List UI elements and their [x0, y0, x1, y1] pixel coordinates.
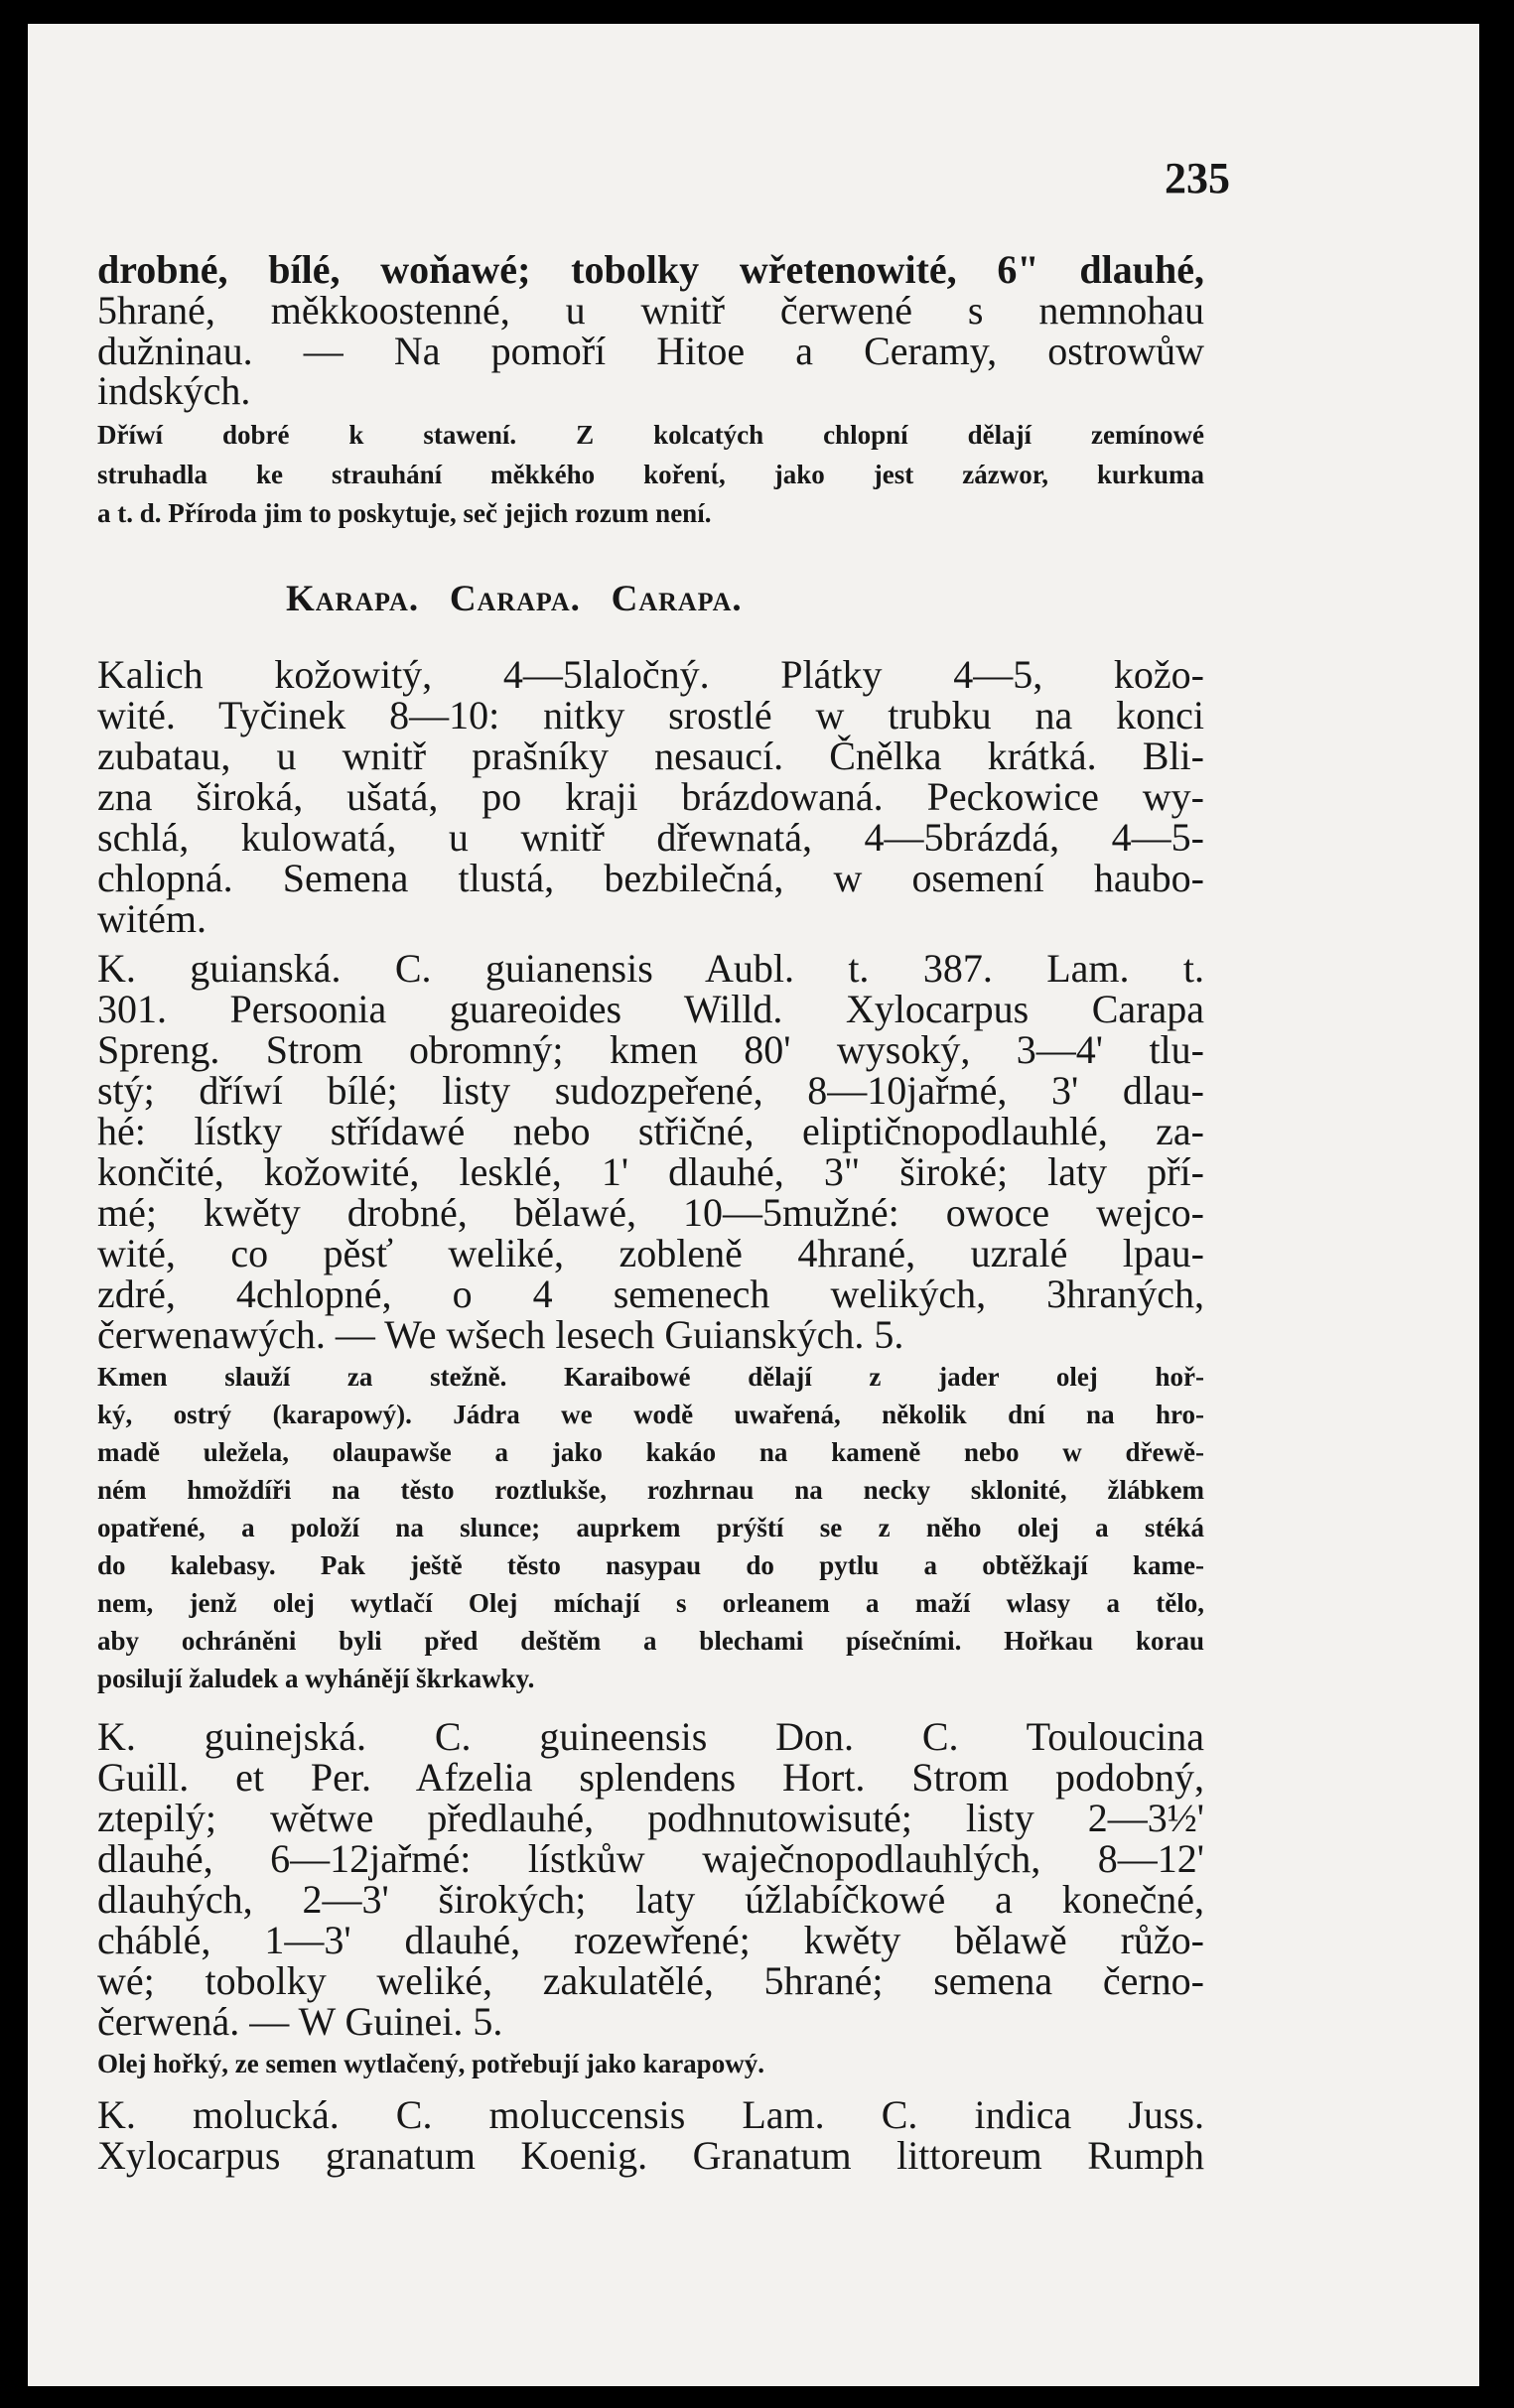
book-page [28, 24, 1479, 2386]
text-line: čerwenawých. — We wšech lesech Guianských. 5. [97, 1312, 904, 1357]
text-line: 5hrané, měkkoostenné, u wnitř čerwené s nemnohau [97, 288, 1204, 333]
text-line: ztepilý; wětwe předlauhé, podhnutowisuté; listy 2—3½' [97, 1796, 1204, 1840]
text-line: chlopná. Semena tlustá, bezbilečná, w osemení haubo- [97, 856, 1204, 900]
text-line: schlá, kulowatá, u wnitř dřewnatá, 4—5brázdá, 4—5- [97, 815, 1204, 860]
text-line: madě uležela, olaupawše a jako kakáo na kameně nebo w dřewě- [97, 1437, 1204, 1467]
text-line: zna široká, ušatá, po kraji brázdowaná. Peckowice wy- [97, 774, 1204, 819]
text-line: mé; kwěty drobné, bělawé, 10—5mužné: owoce wejco- [97, 1190, 1204, 1235]
text-line: struhadla ke strauhání měkkého kořenί, jako jest zázwor, kurkuma [97, 460, 1204, 489]
text-line: drobné, bílé, woňawé; tobolky wřetenowité, 6" dlauhé, [97, 247, 1204, 292]
text-line: K. guinejská. C. guineensis Don. C. Touloucina [97, 1714, 1204, 1759]
text-line: dlauhých, 2—3' širokých; laty úžlabíčkowé a konečné, [97, 1877, 1204, 1922]
text-line: Xylocarpus granatum Koenig. Granatum littoreum Rumph [97, 2133, 1204, 2178]
text-line: cháblé, 1—3' dlauhé, rozewřené; kwěty bělawě růžo- [97, 1918, 1204, 1962]
text-line: Kmen slauží za stežně. Karaibowé dělají z jader olej hoř- [97, 1362, 1204, 1392]
text-line: zubatau, u wnitř prašníky nesaucí. Čnělka krátká. Bli- [97, 734, 1204, 778]
text-line: opatřené, a položí na slunce; auprkem prýští se z něho olej a stéká [97, 1513, 1204, 1542]
text-line: dlauhé, 6—12jařmé: lístkůw waječnopodlauhlých, 8—12' [97, 1836, 1204, 1881]
page-number: 235 [1165, 154, 1230, 202]
text-line: nem, jenž olej wytlačí Olej míchají s orleanem a maží wlasy a tělo, [97, 1588, 1204, 1618]
text-line: končité, kožowité, lesklé, 1' dlauhé, 3" široké; laty pří- [97, 1149, 1204, 1194]
text-line: posilují žaludek a wyhánějí škrkawky. [97, 1664, 535, 1693]
text-line: 301. Persoonia guareoides Willd. Xylocarpus Carapa [97, 987, 1204, 1031]
text-line: ký, ostrý (karapowý). Jádra we wodě uwařená, několik dní na hro- [97, 1400, 1204, 1429]
text-line: aby ochráněni byli před deštěm a blechami písečními. Hořkau korau [97, 1626, 1204, 1656]
text-line: a t. d. Příroda jim to poskytuje, seč jejich rozum není. [97, 498, 712, 528]
text-line: wé; tobolky weliké, zakulatělé, 5hrané; semena černo- [97, 1958, 1204, 2003]
text-line: indských. [97, 368, 251, 413]
text-line: Guill. et Per. Afzelia splendens Hort. Strom podobný, [97, 1755, 1204, 1800]
text-line: K. molucká. C. moluccensis Lam. C. indica Juss. [97, 2092, 1204, 2137]
text-line: wité, co pěsť weliké, zobleně 4hrané, uzralé lpau- [97, 1231, 1204, 1275]
text-line: K. guianská. C. guianensis Aubl. t. 387. Lam. t. [97, 946, 1204, 991]
text-line: zdré, 4chlopné, o 4 semenech welikých, 3hraných, [97, 1271, 1204, 1316]
text-line: stý; dříwí bílé; listy sudozpeřené, 8—10jařmé, 3' dlau- [97, 1068, 1204, 1113]
section-heading: Karapa. Carapa. Carapa. [286, 579, 743, 619]
text-line: Dříwí dobré k stawení. Z kolcatých chlopní dělají zemínowé [97, 420, 1204, 450]
text-line: do kalebasy. Pak ještě těsto nasypau do pytlu a obtěžkají kame- [97, 1550, 1204, 1580]
text-line: Kalich kožowitý, 4—5laločný. Plátky 4—5, kožo- [97, 652, 1204, 697]
text-line: čerwená. — W Guinei. 5. [97, 1999, 503, 2044]
text-line: witém. [97, 896, 206, 941]
text-line: Spreng. Strom obromný; kmen 80' wysoký, 3—4' tlu- [97, 1027, 1204, 1072]
text-line: Olej hořký, ze semen wytlačený, potřebují jako karapowý. [97, 2049, 764, 2078]
text-line: wité. Tyčinek 8—10: nitky srostlé w trubku na konci [97, 693, 1204, 737]
text-line: ném hmoždíři na těsto roztlukše, rozhrnau na necky sklonité, žlábkem [97, 1475, 1204, 1505]
text-line: hé: lístky střídawé nebo střičné, eliptičnopodlauhlé, za- [97, 1109, 1204, 1153]
text-line: dužninau. — Na pomoří Hitoe a Ceramy, ostrowůw [97, 329, 1204, 373]
